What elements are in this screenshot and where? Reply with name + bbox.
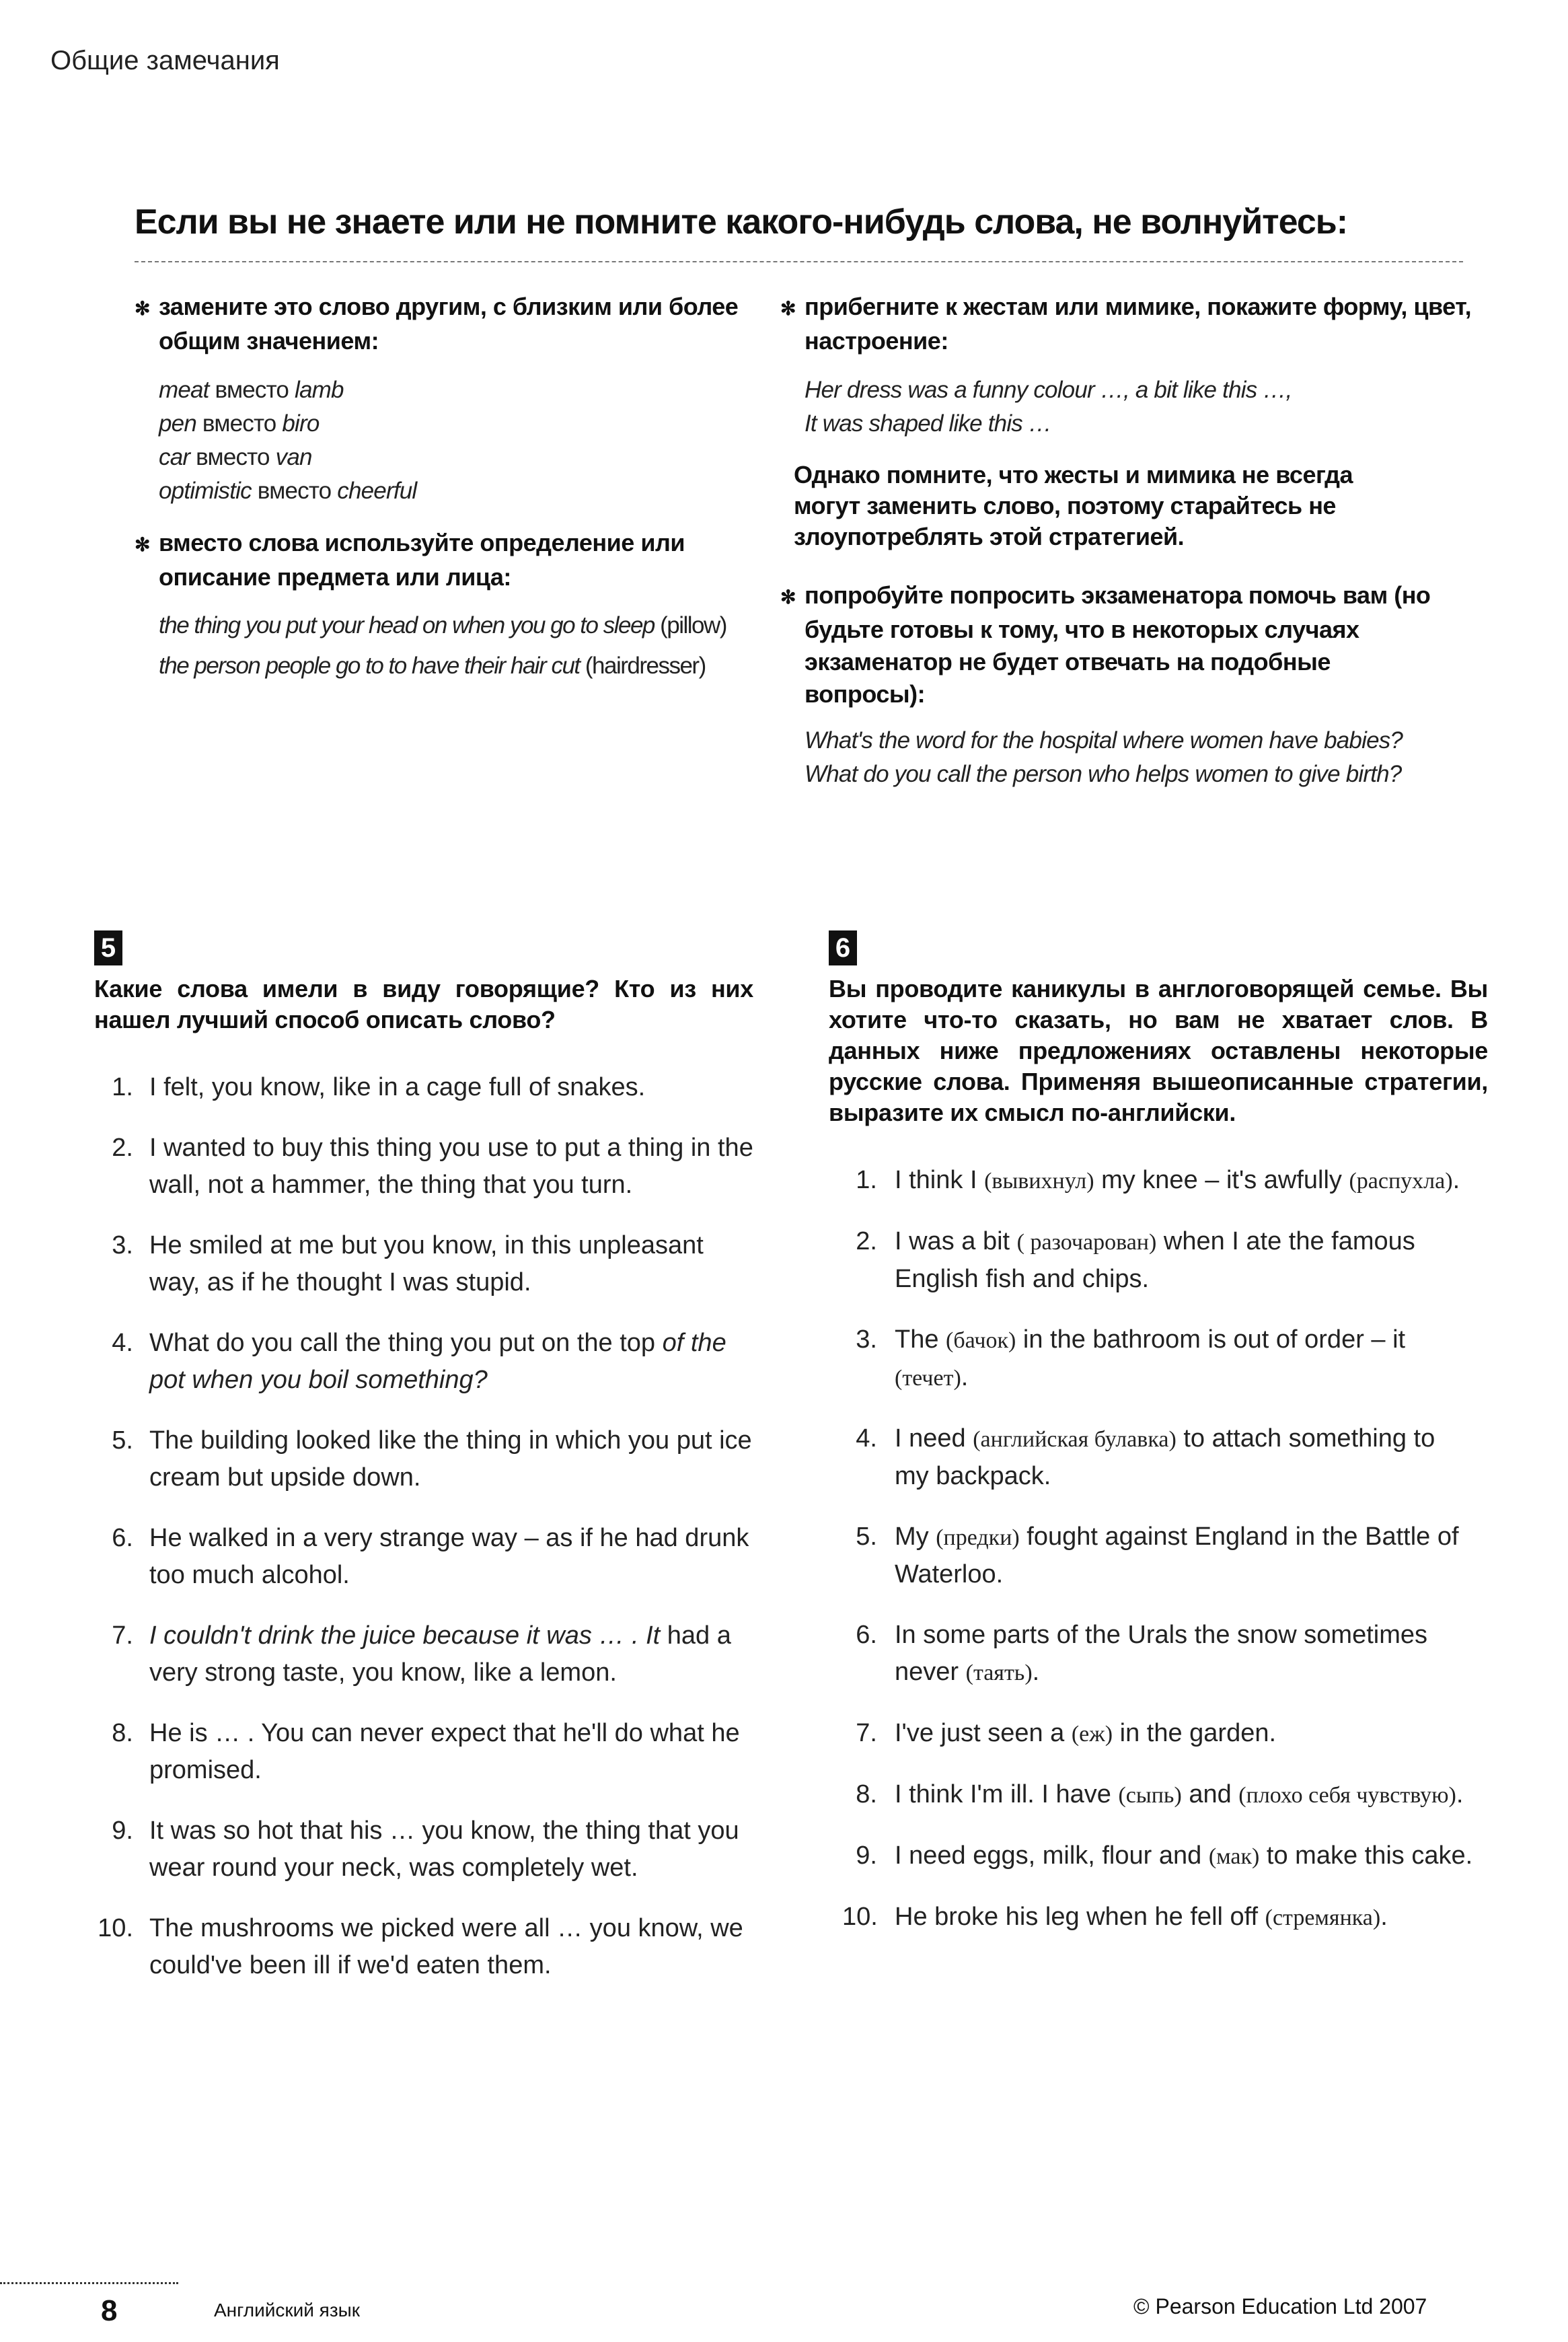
- divider: [135, 261, 1463, 262]
- list-item: [94, 1520, 753, 1594]
- task-items: [829, 1162, 1474, 1936]
- list-item: [842, 1223, 1474, 1298]
- text-segment: He walked in a very strange way – as if he had drunk too much alcohol.: [149, 1524, 749, 1589]
- list-item: [94, 1227, 753, 1301]
- item-number: 4.: [856, 1424, 877, 1453]
- bullet-icon: ✻: [780, 298, 796, 319]
- text-segment: I've just seen a: [895, 1719, 1072, 1747]
- text-segment: He smiled at me but you know, in this unpleasant way, as if he thought I was stupid.: [149, 1231, 704, 1296]
- list-item: [94, 1422, 753, 1496]
- text-segment: fought against England in the Battle of Waterloo.: [895, 1523, 1459, 1588]
- italic-text: the person people go to to have their hair cut: [159, 653, 580, 679]
- text-segment: In some parts of the Urals the snow sometimes never: [895, 1621, 1427, 1686]
- text-segment: вместо: [196, 410, 283, 437]
- task-items: [94, 1069, 753, 1984]
- russian-word: (предки): [936, 1525, 1020, 1550]
- text-segment: What do you call the thing you put on the top: [149, 1329, 663, 1357]
- text-segment: It was so hot that his … you know, the thing that you wear round your neck, was completely wet.: [149, 1817, 739, 1882]
- list-item: [94, 1325, 753, 1399]
- text-segment: I felt, you know, like in a cage full of snakes.: [149, 1073, 646, 1101]
- strategy-heading: ✻ прибегните к жестам или мимике, покажите форму, цвет, настроение:: [780, 293, 1472, 355]
- examples-list: [780, 373, 1480, 441]
- copyright: © Pearson Education Ltd 2007: [1133, 2294, 1427, 2318]
- italic-text: van: [275, 444, 312, 470]
- italic-text: cheerful: [337, 478, 417, 504]
- text-segment: вместо: [251, 478, 338, 504]
- item-number: 1.: [112, 1073, 133, 1101]
- task-number-badge: 6: [829, 930, 857, 965]
- strategies-right: [780, 291, 1480, 791]
- list-item: [842, 1837, 1474, 1875]
- item-number: 4.: [112, 1329, 133, 1357]
- italic-text: of the pot when you boil something?: [149, 1329, 726, 1394]
- text-segment: I need: [895, 1424, 973, 1453]
- bullet-icon: ✻: [780, 587, 796, 608]
- example-line: [805, 724, 1480, 758]
- strategy-note: Однако помните, что жесты и мимика не всегда могут заменить слово, поэтому старайтесь не злоупотреблять этой стратегией.: [794, 461, 1353, 550]
- russian-word: (стремянка): [1265, 1905, 1381, 1930]
- item-number: 6.: [112, 1524, 133, 1552]
- item-number: 10.: [842, 1903, 878, 1931]
- example-line: [805, 758, 1480, 791]
- item-number: 7.: [856, 1719, 877, 1747]
- page-number: 8: [101, 2294, 118, 2327]
- italic-text: biro: [282, 410, 320, 437]
- footer-subject: Английский язык: [214, 2300, 361, 2320]
- list-item: [842, 1420, 1474, 1495]
- examples-list: [135, 606, 780, 686]
- item-number: 6.: [856, 1621, 877, 1649]
- list-item: [842, 1899, 1474, 1936]
- item-number: 9.: [112, 1817, 133, 1845]
- list-item: [842, 1162, 1474, 1200]
- text-segment: .: [1032, 1658, 1040, 1686]
- item-number: 5.: [112, 1426, 133, 1455]
- text-segment: I was a bit: [895, 1227, 1017, 1255]
- running-header: Общие замечания: [50, 46, 280, 75]
- bullet-icon: ✻: [135, 534, 150, 555]
- text-segment: when I ate the famous English fish and chips.: [895, 1227, 1415, 1293]
- task-instruction: Вы проводите каникулы в англоговорящей семье. Вы хотите что-то сказать, но вам не хватает слов. В данных ниже предложениях оставлены некоторые русские слова. Применяя вышеописанные стратегии, выразите их смысл по-английски.: [829, 975, 1488, 1126]
- item-number: 3.: [856, 1325, 877, 1354]
- example-line: [159, 474, 780, 508]
- task-instruction: Какие слова имели в виду говорящие? Кто из них нашел лучший способ описать слово?: [94, 975, 753, 1033]
- italic-text: the thing you put your head on when you go to sleep: [159, 612, 655, 638]
- list-item: [94, 1130, 753, 1204]
- text-segment: He is … . You can never expect that he'll do what he promised.: [149, 1719, 740, 1784]
- text-segment: in the bathroom is out of order – it: [1016, 1325, 1406, 1354]
- list-item: [94, 1617, 753, 1691]
- examples-list: [135, 373, 780, 508]
- italic-text: It was shaped like this …: [805, 410, 1052, 437]
- strategy-heading: ✻ вместо слова используйте определение или описание предмета или лица:: [135, 529, 685, 591]
- text-segment: .: [1380, 1903, 1388, 1931]
- italic-text: I couldn't drink the juice because it was … . It: [149, 1621, 661, 1650]
- text-segment: (hairdresser): [579, 653, 706, 679]
- example-line: [159, 646, 780, 686]
- russian-word: ( разочарован): [1016, 1230, 1157, 1255]
- example-line: [805, 407, 1480, 441]
- text-segment: my knee – it's awfully: [1094, 1166, 1349, 1194]
- text-segment: вместо: [209, 377, 295, 403]
- text-segment: I think I: [895, 1166, 985, 1194]
- italic-text: lamb: [295, 377, 344, 403]
- russian-word: (бачок): [946, 1328, 1016, 1353]
- text-segment: I think I'm ill. I have: [895, 1780, 1119, 1808]
- text-segment: .: [961, 1363, 969, 1391]
- list-item: [842, 1518, 1474, 1593]
- task-number-badge: 5: [94, 930, 122, 965]
- examples-list: [780, 724, 1480, 791]
- list-item: [842, 1776, 1474, 1814]
- item-number: 2.: [856, 1227, 877, 1255]
- italic-text: Her dress was a funny colour …, a bit like this …,: [805, 377, 1292, 403]
- russian-word: (английская булавка): [973, 1427, 1177, 1452]
- example-line: [159, 407, 780, 441]
- russian-word: (вывихнул): [984, 1169, 1094, 1194]
- italic-text: optimistic: [159, 478, 252, 504]
- text-segment: The mushrooms we picked were all … you know, we could've been ill if we'd eaten them.: [149, 1914, 743, 1979]
- example-line: [159, 373, 780, 407]
- item-number: 3.: [112, 1231, 133, 1259]
- russian-word: (течет): [895, 1366, 961, 1391]
- russian-word: (еж): [1071, 1722, 1113, 1747]
- item-number: 2.: [112, 1134, 133, 1162]
- list-item: [842, 1715, 1474, 1753]
- example-line: [159, 606, 780, 646]
- text-segment: to attach something to my backpack.: [895, 1424, 1435, 1490]
- italic-text: pen: [159, 410, 196, 437]
- text-segment: (pillow): [654, 612, 726, 638]
- list-item: [94, 1813, 753, 1887]
- list-item: [842, 1321, 1474, 1397]
- item-number: 1.: [856, 1166, 877, 1194]
- task-5: [94, 930, 753, 2008]
- russian-word: (мак): [1208, 1844, 1260, 1869]
- text-segment: .: [1456, 1780, 1464, 1808]
- task-6: [829, 930, 1488, 1960]
- text-segment: I need eggs, milk, flour and: [895, 1841, 1209, 1870]
- text-segment: .: [1452, 1166, 1460, 1194]
- list-item: [94, 1910, 753, 1984]
- russian-word: (плохо себя чувствую): [1238, 1783, 1456, 1808]
- text-segment: He broke his leg when he fell off: [895, 1903, 1265, 1931]
- text-segment: and: [1181, 1780, 1239, 1808]
- russian-word: (сыпь): [1118, 1783, 1182, 1808]
- item-number: 8.: [856, 1780, 877, 1808]
- text-segment: to make this cake.: [1259, 1841, 1473, 1870]
- example-line: [159, 441, 780, 474]
- italic-text: meat: [159, 377, 209, 403]
- list-item: [842, 1617, 1474, 1691]
- text-segment: had a very strong taste, you know, like a lemon.: [149, 1621, 731, 1687]
- russian-word: (распухла): [1349, 1169, 1453, 1194]
- text-segment: in the garden.: [1113, 1719, 1277, 1747]
- bullet-icon: ✻: [135, 298, 150, 319]
- item-number: 10.: [98, 1914, 133, 1942]
- text-segment: My: [895, 1523, 936, 1551]
- text-segment: вместо: [190, 444, 276, 470]
- text-segment: The: [895, 1325, 946, 1354]
- strategies-left: [135, 291, 780, 686]
- example-line: [805, 373, 1480, 407]
- strategy-heading: ✻ заменитe это слово другим, с близким или более общим значением:: [135, 293, 739, 355]
- russian-word: (таять): [965, 1660, 1033, 1685]
- item-number: 8.: [112, 1719, 133, 1747]
- strategy-heading: ✻ попробуйте попросить экзаменатора помочь вам (но будьте готовы к тому, что в некоторых случаях экзаменатор не будет отвечать на подобные вопросы):: [780, 581, 1431, 708]
- text-segment: The building looked like the thing in which you put ice cream but upside down.: [149, 1426, 752, 1492]
- italic-text: What's the word for the hospital where women have babies?: [805, 727, 1403, 754]
- item-number: 9.: [856, 1841, 877, 1870]
- list-item: [94, 1069, 753, 1106]
- text-segment: I wanted to buy this thing you use to put a thing in the wall, not a hammer, the thing that you turn.: [149, 1134, 753, 1199]
- item-number: 5.: [856, 1523, 877, 1551]
- footer-rule: [0, 2282, 178, 2284]
- item-number: 7.: [112, 1621, 133, 1650]
- italic-text: car: [159, 444, 190, 470]
- italic-text: What do you call the person who helps women to give birth?: [805, 761, 1402, 787]
- list-item: [94, 1715, 753, 1789]
- section-title: Если вы не знаете или не помните какого-нибудь слова, не волнуйтесь:: [135, 203, 1348, 242]
